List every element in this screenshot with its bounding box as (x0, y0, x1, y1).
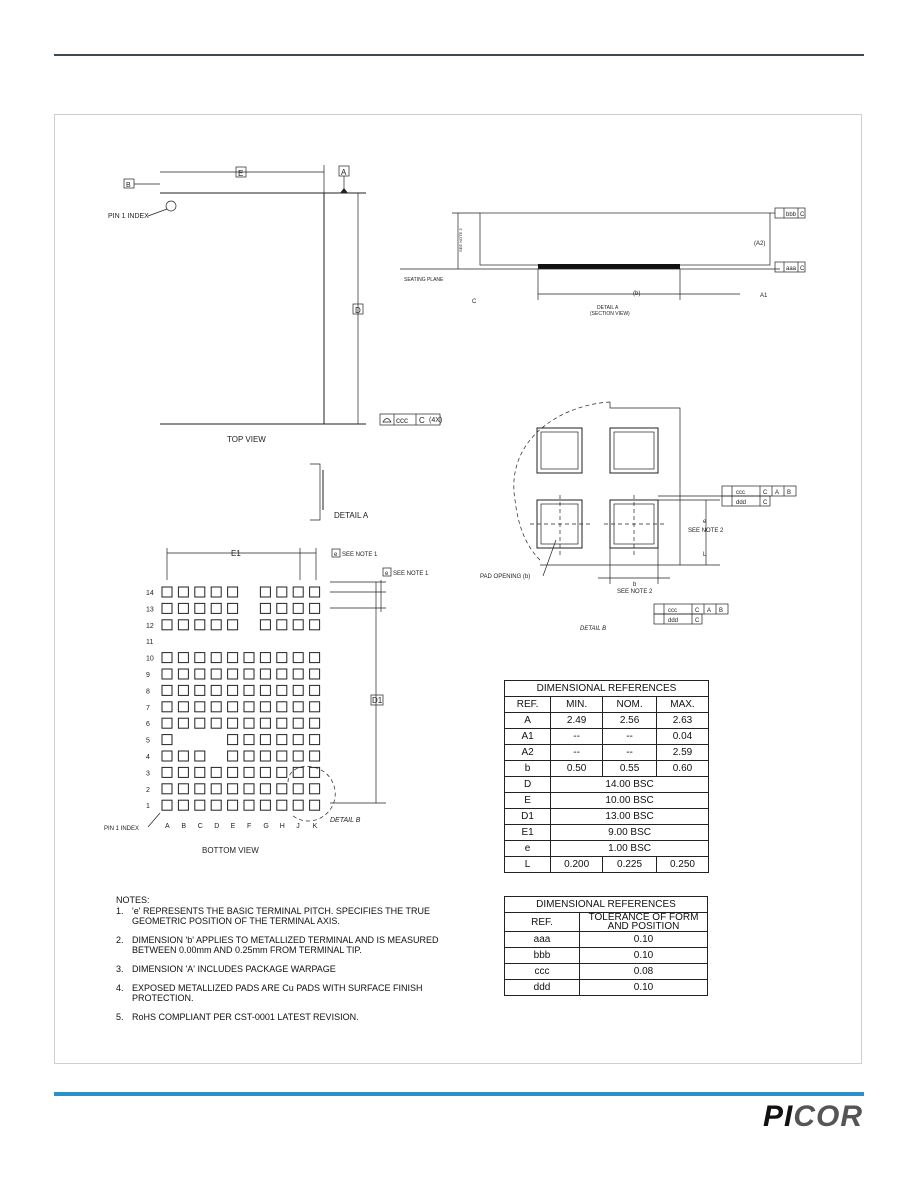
pad (162, 603, 172, 613)
tolerance-table (504, 896, 708, 996)
notes-list (116, 906, 446, 1022)
pad (162, 669, 172, 679)
pad (310, 751, 320, 761)
pad (228, 669, 238, 679)
pad (244, 751, 254, 761)
pad (260, 603, 270, 613)
datum-a-label: A (341, 168, 347, 177)
max-cell: 2.63 (656, 713, 708, 729)
pad (228, 620, 238, 630)
val-cell: 0.10 (580, 932, 708, 948)
pad (162, 702, 172, 712)
note-item (116, 983, 446, 1003)
pad (195, 685, 205, 695)
detail-b-see-note2: SEE NOTE 2 (688, 528, 724, 534)
bottom-e-b: e (385, 571, 389, 577)
detail-b-view (480, 402, 796, 632)
fcf1-datum-c: C (763, 490, 768, 496)
table1-body (505, 713, 709, 873)
bottom-e1-label: E1 (231, 549, 241, 558)
nom-cell: -- (603, 745, 657, 761)
section-view (400, 208, 805, 317)
pad (293, 735, 303, 745)
pad (195, 718, 205, 728)
row-label: 8 (146, 688, 150, 696)
col-label: D (214, 823, 220, 830)
pad (260, 685, 270, 695)
pad (260, 620, 270, 630)
note-text: RoHS COMPLIANT PER CST-0001 LATEST REVISION. (132, 1012, 359, 1022)
row-label: 13 (146, 606, 154, 614)
pad (310, 718, 320, 728)
min-cell: 0.50 (551, 761, 603, 777)
bottom-view-label: BOTTOM VIEW (202, 846, 259, 855)
pad (162, 767, 172, 777)
pad (178, 603, 188, 613)
pad (277, 669, 287, 679)
top-view-label: TOP VIEW (227, 435, 266, 444)
pad (310, 620, 320, 630)
bottom-pin1-label: PIN 1 INDEX (104, 826, 140, 832)
pad (195, 751, 205, 761)
pad (228, 751, 238, 761)
table-row (505, 777, 709, 793)
top-fcf-value: ccc (396, 416, 408, 425)
pad (244, 735, 254, 745)
pad (195, 603, 205, 613)
col-label: G (263, 823, 269, 830)
pad (244, 767, 254, 777)
nom-cell: -- (603, 729, 657, 745)
note-number: 4. (116, 983, 124, 993)
pad (195, 767, 205, 777)
note-item (116, 964, 446, 974)
min-cell: -- (551, 745, 603, 761)
ref-cell: b (505, 761, 551, 777)
pad (228, 800, 238, 810)
notes-heading: NOTES: (116, 895, 150, 905)
pad (310, 603, 320, 613)
pad (260, 653, 270, 663)
pad (310, 653, 320, 663)
pad (277, 653, 287, 663)
note-item (116, 906, 446, 926)
ref-cell: L (505, 857, 551, 873)
note-item (116, 1012, 446, 1022)
row-label: 4 (146, 754, 150, 761)
fcf3-value: ccc (668, 608, 677, 614)
pad (310, 735, 320, 745)
row-labels (146, 590, 154, 810)
pad (277, 620, 287, 630)
top-fcf-datum: C (419, 416, 425, 425)
fcf3-datum-c: C (695, 608, 700, 614)
table2-header-tolerance: TOLERANCE OF FORM AND POSITION (580, 913, 708, 932)
pad (162, 620, 172, 630)
fcf1-value: ccc (736, 490, 745, 496)
pad (178, 669, 188, 679)
ref-cell: A2 (505, 745, 551, 761)
section-fcf-bottom-datum: C (800, 266, 805, 272)
pad (293, 653, 303, 663)
pad (211, 620, 221, 630)
col-label: A (165, 823, 170, 830)
dim-e-label: E (238, 169, 244, 178)
pad (277, 685, 287, 695)
pad (178, 620, 188, 630)
note-number: 5. (116, 1012, 124, 1022)
note-text: EXPOSED METALLIZED PADS ARE Cu PADS WITH SURFACE FINISH PROTECTION. (132, 983, 423, 1003)
pad (244, 784, 254, 794)
section-a2-label: (A2) (754, 241, 766, 247)
table-row (505, 857, 709, 873)
pad (195, 669, 205, 679)
table2-body (505, 932, 708, 996)
pad (228, 767, 238, 777)
note-number: 2. (116, 935, 124, 945)
pad (260, 669, 270, 679)
detail-b-title: DETAIL B (580, 626, 607, 632)
pad (293, 669, 303, 679)
pad (260, 800, 270, 810)
ref-cell: aaa (505, 932, 580, 948)
pad (162, 587, 172, 597)
pad (293, 587, 303, 597)
section-fcf-top: bbb (786, 212, 797, 218)
pad (277, 751, 287, 761)
pad (244, 718, 254, 728)
pad (211, 603, 221, 613)
col-label: K (312, 823, 318, 830)
section-b-label: (b) (633, 291, 641, 297)
section-a1-label: A1 (760, 293, 768, 299)
pad (277, 718, 287, 728)
pad (260, 587, 270, 597)
pad (260, 702, 270, 712)
fcf2-value: ddd (736, 500, 747, 506)
pad (178, 718, 188, 728)
table-row (505, 713, 709, 729)
pad (195, 784, 205, 794)
pad (293, 620, 303, 630)
nom-cell: 0.55 (603, 761, 657, 777)
pad (244, 653, 254, 663)
pad (228, 735, 238, 745)
pad (244, 669, 254, 679)
note-text: DIMENSION 'b' APPLIES TO METALLIZED TERMINAL AND IS MEASURED BETWEEN 0.00mm AND 0.25mm FROM TERMINAL TIP. (132, 935, 439, 955)
ref-cell: E1 (505, 825, 551, 841)
col-label: E (230, 823, 236, 830)
pad (310, 685, 320, 695)
max-cell: 0.04 (656, 729, 708, 745)
pad (162, 784, 172, 794)
pad (260, 784, 270, 794)
logo-cor: COR (793, 1100, 863, 1133)
table-row (505, 793, 709, 809)
detail-b-l-label: L (703, 552, 707, 558)
top-fcf-qty: (4X) (429, 417, 443, 424)
table-row (505, 745, 709, 761)
pad (228, 587, 238, 597)
table-row (505, 761, 709, 777)
ref-cell: bbb (505, 948, 580, 964)
pad (293, 685, 303, 695)
span-cell: 14.00 BSC (551, 777, 709, 793)
span-cell: 1.00 BSC (551, 841, 709, 857)
pad (293, 800, 303, 810)
ref-cell: E (505, 793, 551, 809)
pad-opening-label: PAD OPENING (b) (480, 574, 531, 580)
table1-header-nom: NOM. (603, 697, 657, 713)
ref-cell: ccc (505, 964, 580, 980)
col-label: H (279, 823, 285, 830)
pad (162, 735, 172, 745)
pad (211, 702, 221, 712)
pad (260, 767, 270, 777)
min-cell: 0.200 (551, 857, 603, 873)
pad (228, 702, 238, 712)
pad (228, 685, 238, 695)
col-label: F (247, 823, 252, 830)
ref-cell: D (505, 777, 551, 793)
pad (310, 587, 320, 597)
min-cell: -- (551, 729, 603, 745)
pad (178, 767, 188, 777)
pad (277, 767, 287, 777)
pad (293, 603, 303, 613)
pad (293, 718, 303, 728)
section-subtitle: (SECTION VIEW) (590, 311, 630, 317)
pad (277, 800, 287, 810)
table2-title: DIMENSIONAL REFERENCES (505, 897, 708, 913)
pad (244, 702, 254, 712)
col-label: B (181, 823, 187, 830)
pad (228, 603, 238, 613)
bottom-d1-label: D1 (372, 696, 383, 705)
row-label: 14 (146, 590, 154, 597)
ref-cell: A (505, 713, 551, 729)
pad (310, 784, 320, 794)
pad (277, 603, 287, 613)
datum-b-label: B (126, 182, 131, 189)
pad (211, 587, 221, 597)
pad (277, 702, 287, 712)
note-text: DIMENSION 'A' INCLUDES PACKAGE WARPAGE (132, 964, 336, 974)
section-c-label: C (472, 299, 477, 305)
val-cell: 0.08 (580, 964, 708, 980)
table1-header-min: MIN. (551, 697, 603, 713)
pad (195, 702, 205, 712)
pad (244, 800, 254, 810)
pad (293, 751, 303, 761)
detail-b-b-label: b (633, 582, 637, 588)
span-cell: 10.00 BSC (551, 793, 709, 809)
table2-header-ref: REF. (505, 913, 580, 932)
pad (178, 685, 188, 695)
section-fcf-top-datum: C (800, 212, 805, 218)
bottom-e-a: e (334, 552, 338, 558)
max-cell: 0.250 (656, 857, 708, 873)
table-row (505, 809, 709, 825)
pad (228, 653, 238, 663)
pad (178, 784, 188, 794)
pad (195, 620, 205, 630)
detail-a-callout (310, 464, 369, 520)
ref-cell: A1 (505, 729, 551, 745)
pad (178, 702, 188, 712)
pad (277, 587, 287, 597)
dim-d-label: D (355, 306, 361, 315)
span-cell: 13.00 BSC (551, 809, 709, 825)
ref-cell: D1 (505, 809, 551, 825)
table-row (505, 932, 708, 948)
note-item (116, 935, 446, 955)
row-label: 12 (146, 622, 154, 630)
fcf3-datum-b: B (719, 608, 724, 614)
row-label: 1 (146, 803, 150, 811)
pad (162, 751, 172, 761)
pad (293, 784, 303, 794)
pad (178, 653, 188, 663)
fcf4-datum-c: C (695, 618, 700, 624)
pad (211, 800, 221, 810)
row-label: 9 (146, 672, 150, 679)
footer-rule (54, 1092, 864, 1096)
pad (293, 702, 303, 712)
pad (310, 800, 320, 810)
val-cell: 0.10 (580, 948, 708, 964)
row-label: 10 (146, 655, 154, 663)
notes-section (116, 895, 446, 1031)
fcf4-value: ddd (668, 618, 679, 624)
bottom-see-note1a: SEE NOTE 1 (342, 552, 378, 558)
pad (244, 685, 254, 695)
row-label: 3 (146, 770, 150, 778)
table1-header-max: MAX. (656, 697, 708, 713)
fcf1-datum-b: B (787, 490, 792, 496)
note-text: 'e' REPRESENTS THE BASIC TERMINAL PITCH. SPECIFIES THE TRUE GEOMETRIC POSITION OF THE TERMINAL AXIS. (132, 906, 431, 926)
table-row (505, 980, 708, 996)
pad (277, 784, 287, 794)
row-label: 5 (146, 737, 150, 745)
table1-header-ref: REF. (505, 697, 551, 713)
bottom-detail-b: DETAIL B (330, 817, 361, 824)
table-row (505, 948, 708, 964)
pad (260, 735, 270, 745)
pad (195, 653, 205, 663)
note-number: 1. (116, 906, 124, 916)
ref-cell: ddd (505, 980, 580, 996)
pad (211, 669, 221, 679)
pad (260, 718, 270, 728)
pad (211, 767, 221, 777)
section-see-note: SEE NOTE 3 (458, 228, 463, 252)
picor-logo (763, 1100, 863, 1134)
pad (211, 718, 221, 728)
row-label: 2 (146, 786, 150, 794)
span-cell: 9.00 BSC (551, 825, 709, 841)
row-label: 11 (146, 639, 154, 647)
bottom-view (104, 548, 429, 855)
logo-pi: PI (762, 1100, 794, 1133)
pad (178, 800, 188, 810)
pad (260, 751, 270, 761)
pad (162, 653, 172, 663)
pad (310, 702, 320, 712)
row-label: 7 (146, 704, 150, 712)
note-number: 3. (116, 964, 124, 974)
col-labels (165, 823, 318, 830)
table-row (505, 841, 709, 857)
seating-plane-label: SEATING PLANE (404, 277, 444, 283)
table-row (505, 729, 709, 745)
top-pin1-label: PIN 1 INDEX (108, 213, 149, 220)
nom-cell: 2.56 (603, 713, 657, 729)
detail-a-ref: DETAIL A (334, 511, 369, 520)
pad (211, 685, 221, 695)
section-fcf-bottom: aaa (786, 266, 797, 272)
pad (178, 587, 188, 597)
pad (162, 718, 172, 728)
table1-title: DIMENSIONAL REFERENCES (505, 681, 709, 697)
ref-cell: e (505, 841, 551, 857)
pad (195, 587, 205, 597)
min-cell: 2.49 (551, 713, 603, 729)
pad (211, 653, 221, 663)
bottom-see-note1b: SEE NOTE 1 (393, 571, 429, 577)
pad (162, 685, 172, 695)
fcf1-datum-a: A (775, 490, 780, 496)
detail-b-e-label: e (703, 519, 707, 525)
table-row (505, 825, 709, 841)
pad-grid (162, 587, 320, 810)
row-label: 6 (146, 721, 150, 729)
max-cell: 2.59 (656, 745, 708, 761)
table-row (505, 964, 708, 980)
section-title: DETAIL A (597, 305, 619, 311)
pin1-index-marker (166, 201, 176, 211)
dimensional-references-table (504, 680, 709, 873)
fcf3-datum-a: A (707, 608, 712, 614)
pad (228, 784, 238, 794)
top-view (108, 165, 442, 444)
pad (162, 800, 172, 810)
pad (211, 784, 221, 794)
pad (228, 718, 238, 728)
fcf2-datum-c: C (763, 500, 768, 506)
pad (178, 751, 188, 761)
nom-cell: 0.225 (603, 857, 657, 873)
col-label: C (197, 823, 203, 830)
pad (195, 800, 205, 810)
pad (277, 735, 287, 745)
val-cell: 0.10 (580, 980, 708, 996)
col-label: J (296, 823, 300, 830)
pad (293, 767, 303, 777)
pad (310, 669, 320, 679)
max-cell: 0.60 (656, 761, 708, 777)
detail-b-b-note: SEE NOTE 2 (617, 589, 653, 595)
